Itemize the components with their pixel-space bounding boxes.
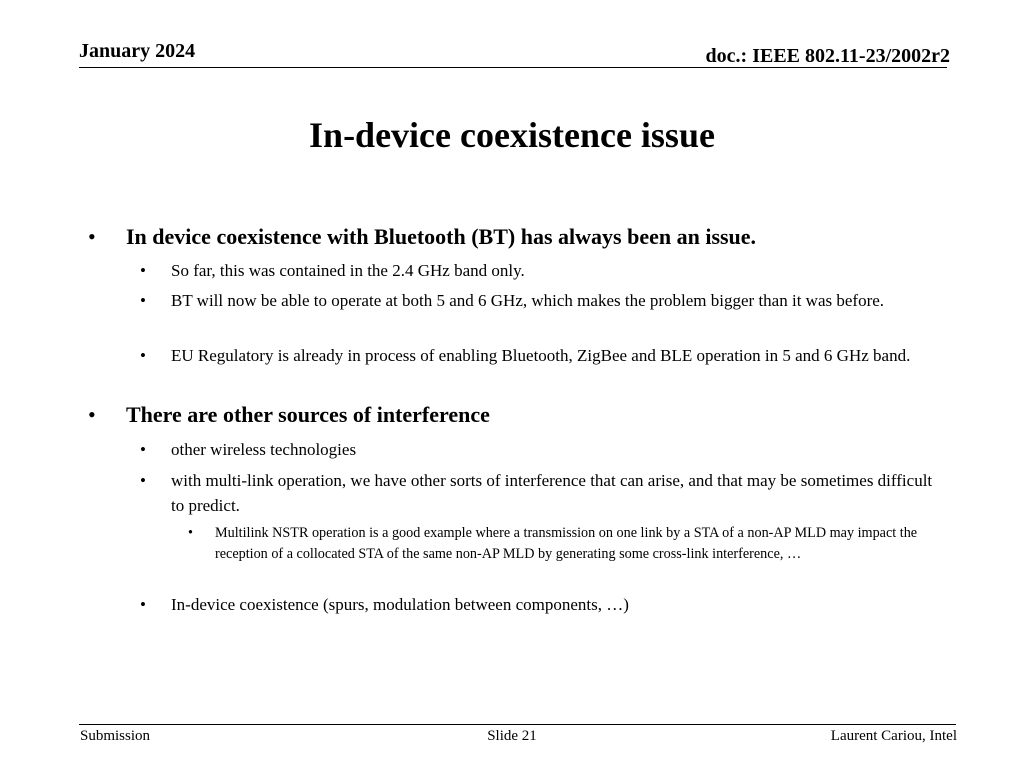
footer-rule — [79, 724, 956, 725]
footer-author: Laurent Cariou, Intel — [830, 728, 957, 744]
bullet-marker: • — [88, 224, 96, 249]
bullet-marker: • — [140, 261, 146, 280]
bullet-1-2-text: BT will now be able to operate at both 5 and 6 GHz, which makes the problem bigger than it was before. — [171, 291, 885, 310]
header-doc-id: doc.: IEEE 802.11-23/2002r2 — [705, 45, 950, 67]
bullet-1 — [88, 224, 966, 250]
footer-submission: Submission — [80, 728, 151, 744]
bullet-1-1 — [140, 258, 941, 283]
bullet-2-text: There are other sources of interference — [126, 402, 490, 427]
bullet-2-2-1 — [188, 523, 927, 565]
bullet-marker: • — [88, 402, 96, 427]
bullet-marker: • — [188, 525, 193, 541]
bullet-2-2-text: with multi-link operation, we have other sorts of interference that can arise, and that may be sometimes difficult to predict. — [171, 471, 933, 515]
bullet-marker: • — [140, 471, 146, 490]
bullet-marker: • — [140, 595, 146, 614]
bullet-marker: • — [140, 440, 146, 459]
bullet-2-3 — [140, 592, 941, 617]
footer-slide-number: Slide 21 — [487, 728, 537, 744]
bullet-1-3 — [140, 343, 941, 368]
header-date: January 2024 — [79, 40, 196, 62]
bullet-2-2-1-text: Multilink NSTR operation is a good example where a transmission on one link by a STA of a non-AP MLD may impact the reception of a collocated STA of the same non-AP MLD by generating some cross-link interference, … — [215, 525, 918, 562]
bullet-1-1-text: So far, this was contained in the 2.4 GHz band only. — [171, 261, 525, 280]
bullet-1-3-text: EU Regulatory is already in process of enabling Bluetooth, ZigBee and BLE operation in 5 and 6 GHz band. — [171, 346, 911, 365]
bullet-2-1-text: other wireless technologies — [171, 440, 357, 459]
bullet-1-text: In device coexistence with Bluetooth (BT) has always been an issue. — [126, 224, 757, 249]
bullet-2 — [88, 402, 966, 428]
bullet-marker: • — [140, 346, 146, 365]
bullet-marker: • — [140, 291, 146, 310]
bullet-2-3-text: In-device coexistence (spurs, modulation between components, …) — [171, 595, 629, 614]
bullet-1-2 — [140, 288, 941, 313]
header-rule — [79, 67, 947, 68]
bullet-2-1 — [140, 437, 941, 462]
slide-title: In-device coexistence issue — [309, 115, 715, 155]
bullet-2-2 — [140, 468, 941, 518]
